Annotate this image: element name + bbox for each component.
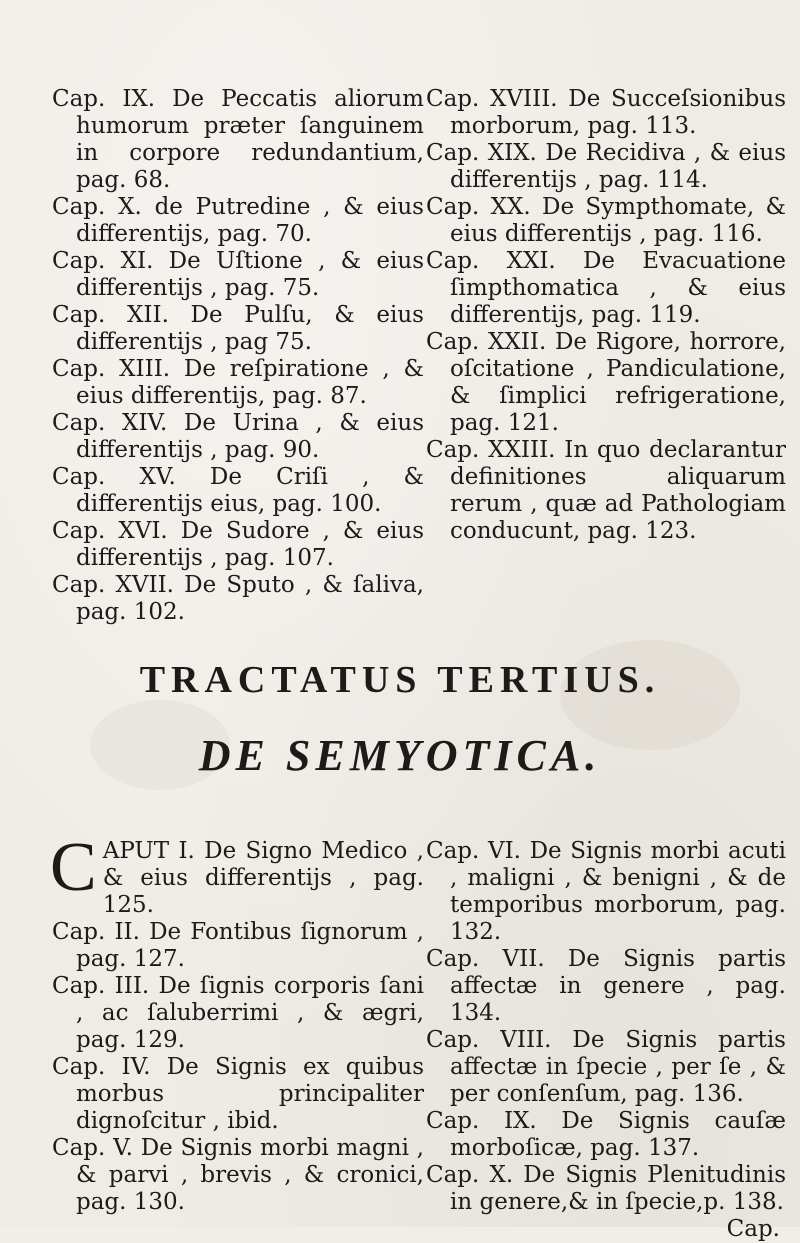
toc-entry: Cap. IX. De Peccatis aliorum humorum præter ſanguinem in corpore redundantium, pag. 68.	[52, 86, 424, 193]
drop-cap: C	[50, 829, 97, 906]
toc-left-column-top	[52, 86, 424, 626]
toc-entry: Cap. XVIII. De Succeſsionibus morborum, pag. 113.	[426, 86, 786, 139]
catchword: Cap.	[726, 1216, 780, 1242]
toc-entry: Cap. IX. De Signis cauſæ morboſicæ, pag. 137.	[426, 1108, 786, 1161]
toc-entry: Cap. XI. De Uſtione , & eius differentijs , pag. 75.	[52, 248, 424, 301]
toc-entry: Cap. XIX. De Recidiva , & eius differentijs , pag. 114.	[426, 140, 786, 193]
toc-entry-first	[50, 829, 424, 919]
toc-left-column-bottom	[50, 829, 424, 1216]
toc-entry: Cap. XXII. De Rigore, horrore, oſcitatione , Pandiculatione, & ſimplici refrigeratione, pag. 121.	[426, 329, 786, 436]
toc-entry: Cap. XV. De Criſi , & differentijs eius, pag. 100.	[52, 464, 424, 517]
toc-entry: Cap. XIV. De Urina , & eius differentijs , pag. 90.	[52, 410, 424, 463]
toc-entry: Cap. XII. De Pulſu, & eius differentijs , pag 75.	[52, 302, 424, 355]
tractatus-heading: TRACTATUS TERTIUS.	[139, 659, 661, 701]
toc-entry: Cap. XIII. De reſpiratione , & eius differentijs, pag. 87.	[52, 356, 424, 409]
toc-entry: Cap. VII. De Signis partis affectæ in genere , pag. 134.	[426, 946, 786, 1026]
toc-entry: Cap. X. De Signis Plenitudinis in genere,& in ſpecie,p. 138.	[426, 1162, 786, 1215]
toc-entry: Cap. XXI. De Evacuatione ſimpthomatica , & eius differentijs, pag. 119.	[426, 248, 786, 328]
toc-entry: Cap. X. de Putredine , & eius differentijs, pag. 70.	[52, 194, 424, 247]
toc-entry: Cap. III. De ſignis corporis ſani , ac ſaluberrimi , & ægri, pag. 129.	[52, 973, 424, 1053]
toc-entry: Cap. XVI. De Sudore , & eius differentijs , pag. 107.	[52, 518, 424, 571]
toc-entry: Cap. XXIII. In quo declarantur definitiones aliquarum rerum , quæ ad Pathologiam conducunt, pag. 123.	[426, 437, 786, 544]
toc-entry: Cap. XX. De Sympthomate, & eius differentijs , pag. 116.	[426, 194, 786, 247]
first-entry-text: APUT I. De Signo Medico , & eius differentijs , pag. 125.	[102, 838, 424, 918]
toc-right-column-bottom	[426, 838, 786, 1243]
toc-entry: Cap. V. De Signis morbi magni , & parvi , brevis , & cronici, pag. 130.	[52, 1135, 424, 1215]
toc-entry: Cap. IV. De Signis ex quibus morbus principaliter dignoſcitur , ibid.	[52, 1054, 424, 1134]
toc-right-column-top	[426, 86, 786, 545]
toc-entry: Cap. XVII. De Sputo , & ſaliva, pag. 102.	[52, 572, 424, 625]
toc-entry: Cap. VI. De Signis morbi acuti , maligni , & benigni , & de temporibus morborum, pag. 132.	[426, 838, 786, 945]
toc-entry: Cap. II. De Fontibus ſignorum , pag. 127.	[52, 919, 424, 972]
toc-entry: Cap. VIII. De Signis partis affectæ in ſpecie , per ſe , & per conſenſum, pag. 136.	[426, 1027, 786, 1107]
section-title: DE SEMYOTICA.	[198, 731, 602, 780]
